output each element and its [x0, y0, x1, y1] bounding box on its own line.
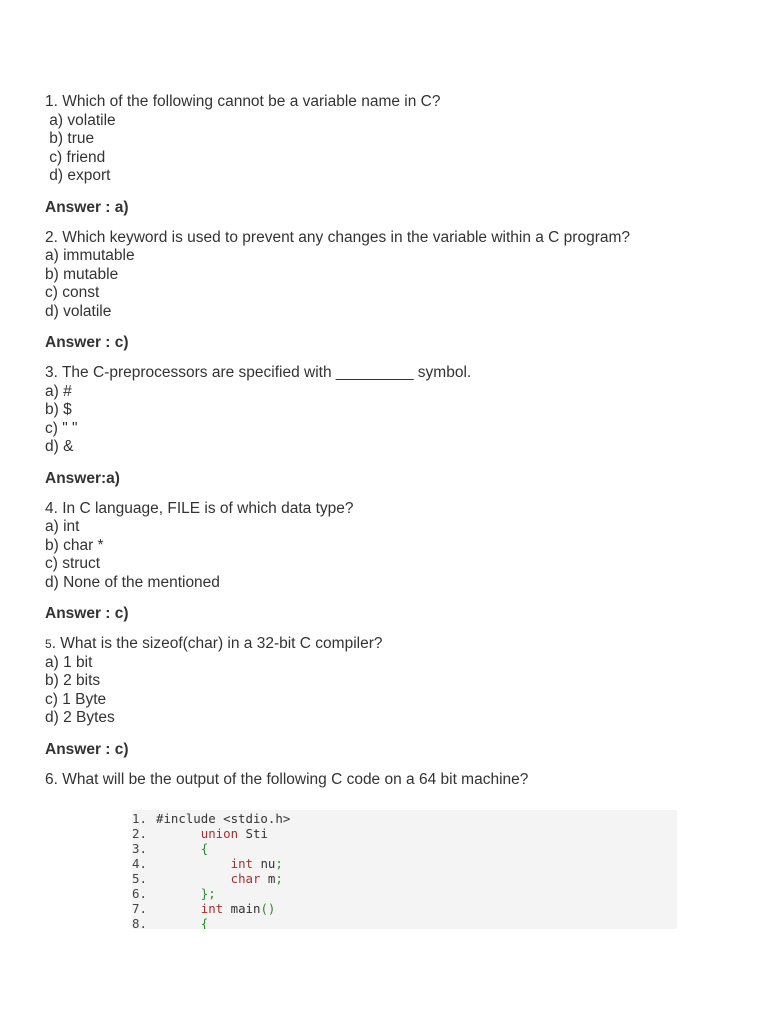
code-punct: };	[200, 886, 216, 901]
code-line	[132, 901, 677, 916]
code-punct: {	[200, 916, 209, 929]
code-block	[132, 810, 677, 929]
question-5-text: 5. What is the sizeof(char) in a 32-bit C compiler?	[45, 635, 383, 652]
line-number: 4.	[132, 856, 147, 871]
code-identifier: Sti	[238, 826, 268, 841]
line-number: 8.	[132, 916, 147, 929]
option: a) 1 bit	[45, 653, 93, 671]
option: d) &	[45, 438, 74, 455]
question-1-text: 1. Which of the following cannot be a variable name in C?	[45, 93, 441, 110]
question-4	[45, 500, 725, 593]
answer-3: Answer:a)	[45, 469, 120, 487]
question-4-text: 4. In C language, FILE is of which data type?	[45, 499, 354, 517]
option: a) immutable	[45, 247, 135, 264]
question-2	[45, 229, 725, 322]
question-6-text: 6. What will be the output of the following C code on a 64 bit machine?	[45, 770, 529, 788]
code-keyword: char	[230, 871, 261, 886]
option: d) export	[45, 167, 111, 184]
answer-2: Answer : c)	[45, 334, 129, 351]
option: c) " "	[45, 419, 78, 437]
option: d) 2 Bytes	[45, 709, 115, 726]
code-line	[132, 856, 677, 871]
option: c) friend	[45, 148, 106, 166]
option: b) 2 bits	[45, 672, 101, 689]
question-1	[45, 93, 725, 186]
code-punct: ()	[260, 901, 276, 916]
question-6	[45, 771, 725, 790]
code-punct: {	[200, 841, 209, 856]
question-3	[45, 364, 725, 457]
line-number: 7.	[132, 901, 147, 916]
code-line	[132, 871, 677, 886]
line-number: 2.	[132, 826, 147, 841]
code-line	[132, 826, 677, 841]
line-number: 5.	[132, 871, 147, 886]
answer-4: Answer : c)	[45, 605, 129, 622]
code-identifier: main	[223, 901, 261, 916]
code-line	[132, 886, 677, 901]
question-2-text: 2. Which keyword is used to prevent any changes in the variable within a C program?	[45, 228, 631, 246]
answer-1: Answer : a)	[45, 198, 129, 216]
quiz-document	[45, 93, 725, 789]
code-line	[132, 811, 677, 826]
code-line	[132, 841, 677, 856]
option: c) struct	[45, 555, 101, 572]
option: b) true	[45, 130, 95, 147]
line-number: 6.	[132, 886, 147, 901]
option: a) int	[45, 518, 80, 535]
question-5	[45, 635, 725, 728]
option: c) 1 Byte	[45, 690, 107, 708]
line-number: 3.	[132, 841, 147, 856]
option: b) char *	[45, 536, 104, 554]
answer-5: Answer : c)	[45, 740, 129, 758]
code-keyword: union	[200, 826, 239, 841]
line-number: 1.	[132, 811, 147, 826]
code-identifier: m	[260, 871, 276, 886]
option: a) volatile	[45, 111, 116, 129]
code-text: #include <stdio.h>	[156, 811, 291, 826]
option: b) $	[45, 401, 72, 418]
code-line	[132, 916, 677, 929]
code-identifier: nu	[253, 856, 276, 871]
option: c) const	[45, 284, 100, 301]
option: a) #	[45, 382, 72, 400]
question-3-text: 3. The C-preprocessors are specified with _________ symbol.	[45, 364, 472, 381]
option: d) None of the mentioned	[45, 573, 220, 591]
code-keyword: int	[200, 901, 224, 916]
option: b) mutable	[45, 265, 119, 283]
code-punct: ;	[275, 871, 283, 886]
code-keyword: int	[230, 856, 253, 871]
code-punct: ;	[275, 856, 283, 871]
option: d) volatile	[45, 302, 112, 320]
